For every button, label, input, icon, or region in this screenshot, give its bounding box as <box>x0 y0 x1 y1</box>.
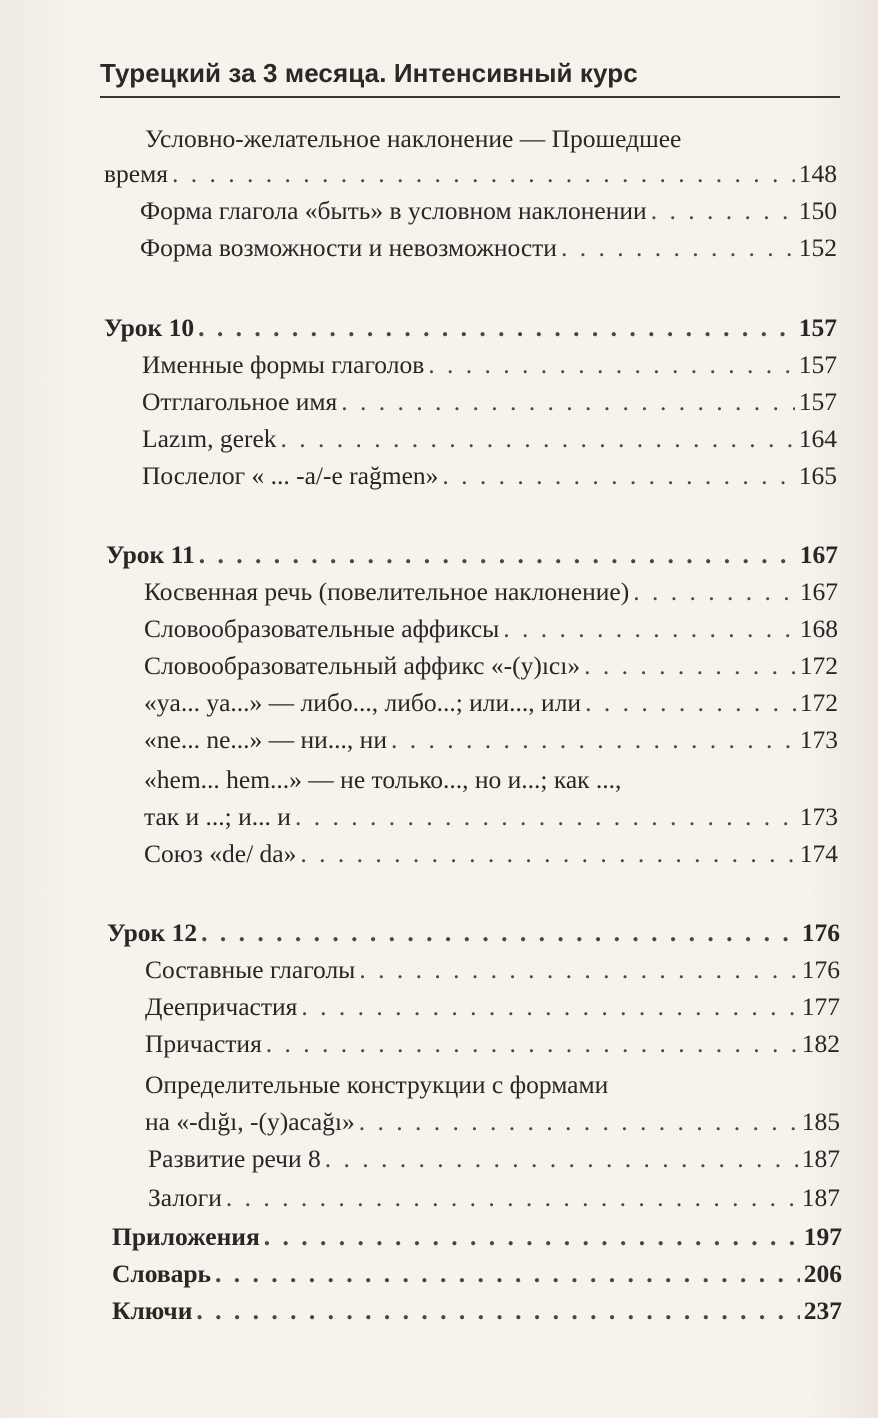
leader-dots <box>325 1142 798 1175</box>
toc-entry-l12-2[interactable] <box>145 990 840 1023</box>
toc-lesson-title: Урок 11 <box>106 540 195 569</box>
toc-entry-title: «ne... ne...» — ни..., ни <box>144 725 387 754</box>
toc-entry-title: Составные глаголы <box>145 955 356 984</box>
leader-dots <box>295 800 796 833</box>
toc-entry-l11-2[interactable] <box>144 612 838 645</box>
toc-lesson-title: Урок 12 <box>107 918 198 947</box>
toc-entry-l12-6[interactable] <box>148 1181 840 1214</box>
toc-entry-l11-5[interactable] <box>144 723 838 756</box>
toc-lesson-10[interactable] <box>104 311 837 344</box>
toc-entry-l11-7[interactable] <box>144 837 838 870</box>
toc-entry-page: 157 <box>798 387 837 416</box>
toc-entry-title: Деепричастия <box>145 992 298 1021</box>
leader-dots <box>301 990 797 1023</box>
toc-entry-page: 152 <box>798 233 837 262</box>
toc-entry-l12-3[interactable] <box>145 1027 840 1060</box>
toc-entry-page: 165 <box>798 461 837 490</box>
toc-entry-page: 150 <box>798 196 837 225</box>
leader-dots <box>391 723 796 756</box>
leader-dots <box>215 1257 800 1290</box>
toc-entry-title: Послелог « ... -a/-e rağmen» <box>142 461 439 490</box>
toc-entry-page: 172 <box>799 688 838 717</box>
toc-entry-title: Форма глагола «быть» в условном наклонении <box>140 196 647 225</box>
leader-dots <box>442 459 794 492</box>
leader-dots <box>196 1294 799 1327</box>
toc-entry-l11-3[interactable] <box>144 649 838 682</box>
leader-dots <box>428 348 795 381</box>
toc-entry-l10-1[interactable] <box>142 348 837 381</box>
toc-entry-title: Отглагольное имя <box>142 387 338 416</box>
toc-entry-page: 177 <box>801 992 840 1021</box>
toc-entry-title: «ya... ya...» — либо..., либо...; или..., или <box>144 688 582 717</box>
toc-section-page: 197 <box>803 1222 842 1251</box>
toc-entry-page: 167 <box>799 577 838 606</box>
toc-entry-cond-past-line1: Условно-желательное наклонение — Прошедшее <box>145 124 682 153</box>
toc-entry-title: Залоги <box>148 1183 222 1212</box>
toc-section-page: 237 <box>803 1296 842 1325</box>
toc-keys[interactable] <box>112 1294 842 1327</box>
leader-dots <box>266 1027 798 1060</box>
leader-dots <box>503 612 795 645</box>
toc-entry-l11-1[interactable] <box>144 575 838 608</box>
toc-entry-l12-4[interactable] <box>145 1105 840 1138</box>
leader-dots <box>561 231 795 264</box>
toc-entry-page: 187 <box>801 1183 840 1212</box>
leader-dots <box>264 1220 800 1253</box>
header-rule <box>100 96 840 98</box>
toc-entry-l10-4[interactable] <box>142 459 837 492</box>
toc-lesson-12[interactable] <box>107 916 840 949</box>
toc-lesson-11[interactable] <box>106 538 838 571</box>
toc-section-title: Словарь <box>112 1259 212 1288</box>
toc-entry-page: 187 <box>801 1144 840 1173</box>
leader-dots <box>585 686 796 719</box>
toc-entry-page: 174 <box>799 839 838 868</box>
leader-dots <box>281 422 795 455</box>
toc-entry-page: 182 <box>801 1029 840 1058</box>
toc-entry-l10-3[interactable] <box>142 422 837 455</box>
leader-dots <box>226 1181 798 1214</box>
leader-dots <box>199 538 796 571</box>
leader-dots <box>341 385 794 418</box>
toc-entry-l11-6[interactable] <box>144 800 838 833</box>
toc-entry-page: 168 <box>799 614 838 643</box>
leader-dots <box>359 1105 798 1138</box>
toc-entry-page: 172 <box>799 651 838 680</box>
toc-entry-page: 176 <box>801 955 840 984</box>
toc-entry-title: Развитие речи 8 <box>148 1144 321 1173</box>
toc-entry-page: 185 <box>801 1107 840 1136</box>
toc-entry-title: на «-dığı, -(y)acağı» <box>145 1107 355 1136</box>
leader-dots <box>201 916 798 949</box>
toc-entry-cond-past[interactable] <box>104 157 837 190</box>
toc-entry-title: так и ...; и... и <box>144 802 291 831</box>
toc-entry-title: время <box>104 159 168 188</box>
toc-entry-page: 173 <box>799 725 838 754</box>
leader-dots <box>300 837 795 870</box>
toc-entry-page: 157 <box>798 350 837 379</box>
toc-lesson-page: 167 <box>799 540 838 569</box>
toc-entry-title: Именные формы глаголов <box>142 350 425 379</box>
toc-entry-title: Форма возможности и невозможности <box>140 233 557 262</box>
toc-entry-title: Словообразовательные аффиксы <box>144 614 500 643</box>
leader-dots <box>584 649 796 682</box>
toc-appendix[interactable] <box>112 1220 842 1253</box>
toc-entry-l12-4-line1: Определительные конструкции с формами <box>145 1070 609 1099</box>
leader-dots <box>172 157 795 190</box>
toc-entry-l12-5[interactable] <box>148 1142 840 1175</box>
toc-entry-to-be-cond[interactable] <box>140 194 837 227</box>
toc-section-title: Приложения <box>112 1222 260 1251</box>
toc-section-title: Ключи <box>112 1296 193 1325</box>
toc-entry-title: Союз «de/ da» <box>144 839 297 868</box>
toc-entry-page: 173 <box>799 802 838 831</box>
toc-entry-title: Словообразовательный аффикс «-(y)ıcı» <box>144 651 581 680</box>
leader-dots <box>651 194 795 227</box>
toc-lesson-title: Урок 10 <box>104 313 195 342</box>
toc-entry-page: 164 <box>798 424 837 453</box>
toc-dictionary[interactable] <box>112 1257 842 1290</box>
toc-entry-title: Lazım, gerek <box>142 424 277 453</box>
toc-entry-title: Косвенная речь (повелительное наклонение) <box>144 577 630 606</box>
running-header: Турецкий за 3 месяца. Интенсивный курс <box>100 58 638 88</box>
toc-entry-page: 148 <box>798 159 837 188</box>
toc-lesson-page: 176 <box>801 918 840 947</box>
leader-dots <box>198 311 795 344</box>
toc-lesson-page: 157 <box>798 313 837 342</box>
leader-dots <box>633 575 796 608</box>
toc-entry-l10-2[interactable] <box>142 385 837 418</box>
toc-entry-l12-1[interactable] <box>145 953 840 986</box>
toc-entry-possibility[interactable] <box>140 231 837 264</box>
toc-section-page: 206 <box>803 1259 842 1288</box>
toc-entry-l11-6-line1: «hem... hem...» — не только..., но и...; как ..., <box>144 765 622 794</box>
toc-entry-title: Причастия <box>145 1029 262 1058</box>
toc-entry-l11-4[interactable] <box>144 686 838 719</box>
leader-dots <box>359 953 797 986</box>
